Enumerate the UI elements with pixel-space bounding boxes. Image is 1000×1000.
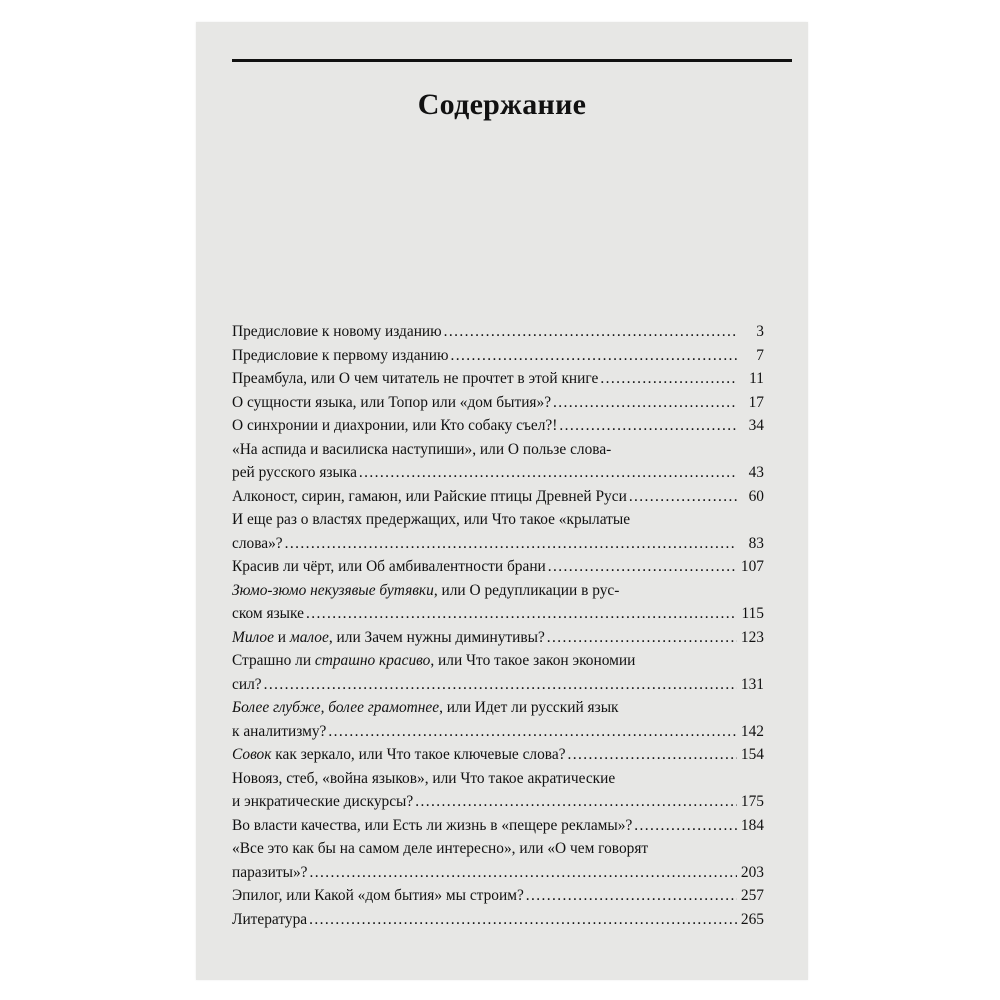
toc-entry-title: О синхронии и диахронии, или Кто собаку съел?! [232, 417, 558, 434]
dot-leader [526, 884, 737, 908]
toc-entry-last-line [232, 367, 764, 391]
dot-leader [306, 602, 737, 626]
page-title: Содержание [417, 88, 587, 121]
toc-entry-last-line [232, 485, 764, 509]
toc-entry-title: Во власти качества, или Есть ли жизнь в «пещере рекламы»? [232, 816, 633, 834]
toc-entry-title: слова»? [232, 534, 283, 552]
toc-entry-line: Более глубже, более грамотнее, или Идет ли русский язык [232, 699, 619, 716]
book-page [196, 22, 808, 980]
toc-entry-title: О сущности языка, или Топор или «дом бытия»? [232, 393, 552, 411]
toc-entry-line: Новояз, стеб, «война языков», или Что такое акратические [232, 769, 616, 787]
toc-entry [232, 649, 764, 696]
toc-entry-last-line [232, 532, 764, 556]
toc-page-number: 60 [748, 487, 764, 505]
toc-entry-title: Красив ли чёрт, или Об амбивалентности брани [232, 558, 546, 575]
toc-entry-title: Милое и малое, или Зачем нужны диминутивы? [232, 628, 545, 646]
toc-entry [232, 414, 764, 438]
toc-entry [232, 320, 764, 344]
dot-leader [600, 367, 737, 391]
toc-page-number: 11 [749, 370, 764, 387]
toc-page-number: 257 [740, 887, 764, 904]
dot-leader [264, 673, 737, 697]
toc-entry [232, 579, 764, 626]
toc-entry-title: ском языке [232, 605, 304, 622]
toc-page-number: 7 [756, 346, 764, 364]
dot-leader [444, 320, 737, 344]
toc-entry [232, 438, 764, 485]
toc-entry-title: Алконост, сирин, гамаюн, или Райские птицы Древней Руси [232, 487, 627, 505]
toc-page-number: 43 [748, 464, 764, 481]
dot-leader [568, 743, 737, 767]
toc-entry-last-line [232, 414, 764, 438]
dot-leader [553, 391, 737, 415]
toc-entry-title: Совок как зеркало, или Что такое ключевые слова? [232, 746, 566, 763]
dot-leader [285, 532, 737, 556]
toc-entry-last-line [232, 461, 764, 485]
dot-leader [328, 720, 737, 744]
toc-entry [232, 344, 764, 368]
toc-entry [232, 908, 764, 932]
toc-entry-line: Страшно ли страшно красиво, или Что такое закон экономии [232, 652, 636, 669]
toc-entry-line: «Все это как бы на самом деле интересно», или «О чем говорят [232, 840, 649, 857]
dot-leader [451, 344, 738, 368]
toc-entry [232, 626, 764, 650]
toc-entry-title: Преамбула, или О чем читатель не прочтет в этой книге [232, 370, 599, 387]
toc-page-number: 175 [740, 793, 764, 810]
toc-entry-last-line [232, 908, 764, 932]
toc-entry-last-line [232, 320, 764, 344]
toc-entry [232, 696, 764, 743]
toc-page-number: 184 [740, 816, 764, 834]
toc-entry [232, 837, 764, 884]
toc-entry-title: Предисловие к новому изданию [232, 323, 442, 340]
toc-entry-title: рей русского языка [232, 464, 357, 481]
toc-entry-title: паразиты»? [232, 863, 308, 881]
toc-page-number: 203 [740, 863, 764, 881]
toc-entry-last-line [232, 391, 764, 415]
toc-entry [232, 508, 764, 555]
toc-entry [232, 485, 764, 509]
toc-entry-last-line [232, 344, 764, 368]
toc-entry-last-line [232, 555, 764, 579]
dot-leader [559, 414, 737, 438]
toc-page-number: 123 [740, 628, 764, 646]
toc-entry [232, 743, 764, 767]
toc-entry-last-line [232, 743, 764, 767]
toc-entry [232, 767, 764, 814]
toc-page-number: 115 [741, 605, 764, 622]
toc-entry-last-line [232, 602, 764, 626]
dot-leader [309, 908, 737, 932]
toc-entry [232, 884, 764, 908]
toc-entry-line: И еще раз о властях предержащих, или Что такое «крылатые [232, 511, 631, 528]
toc-entry-title: и энкратические дискурсы? [232, 793, 414, 810]
toc-page-number: 107 [740, 558, 764, 575]
dot-leader [629, 485, 737, 509]
toc-entry-last-line [232, 626, 764, 650]
dot-leader [547, 626, 737, 650]
toc-entry-line: Зюмо-зюмо некузявые бутявки, или О редупликации в рус- [232, 581, 620, 599]
toc-entry-line: «На аспида и василиска наступиши», или О пользе слова- [232, 440, 612, 458]
dot-leader [548, 555, 737, 579]
toc-page-number: 131 [740, 675, 764, 693]
toc-entry-title: Предисловие к первому изданию [232, 346, 449, 364]
dot-leader [634, 814, 737, 838]
toc-entry-last-line [232, 861, 764, 885]
toc-entry-title: к аналитизму? [232, 722, 327, 740]
toc-entry-last-line [232, 884, 764, 908]
toc-page-number: 17 [748, 393, 764, 411]
toc-entry [232, 814, 764, 838]
toc-entry-last-line [232, 720, 764, 744]
toc-page-number: 265 [740, 910, 764, 928]
toc-page-number: 142 [740, 722, 764, 740]
toc-page-number: 154 [740, 746, 764, 763]
dot-leader [359, 461, 737, 485]
toc-entry-title: Литература [232, 910, 308, 928]
top-rule [232, 59, 792, 62]
toc-entry [232, 391, 764, 415]
toc-page-number: 83 [748, 534, 764, 552]
toc-entry [232, 555, 764, 579]
toc-entry [232, 367, 764, 391]
toc-entry-last-line [232, 790, 764, 814]
toc-page-number: 3 [756, 323, 764, 340]
toc-entry-title: Эпилог, или Какой «дом бытия» мы строим? [232, 887, 524, 904]
toc-entry-last-line [232, 814, 764, 838]
toc-entry-last-line [232, 673, 764, 697]
dot-leader [310, 861, 737, 885]
table-of-contents [232, 320, 764, 931]
dot-leader [415, 790, 737, 814]
toc-page-number: 34 [748, 417, 764, 434]
toc-entry-title: сил? [232, 675, 262, 693]
